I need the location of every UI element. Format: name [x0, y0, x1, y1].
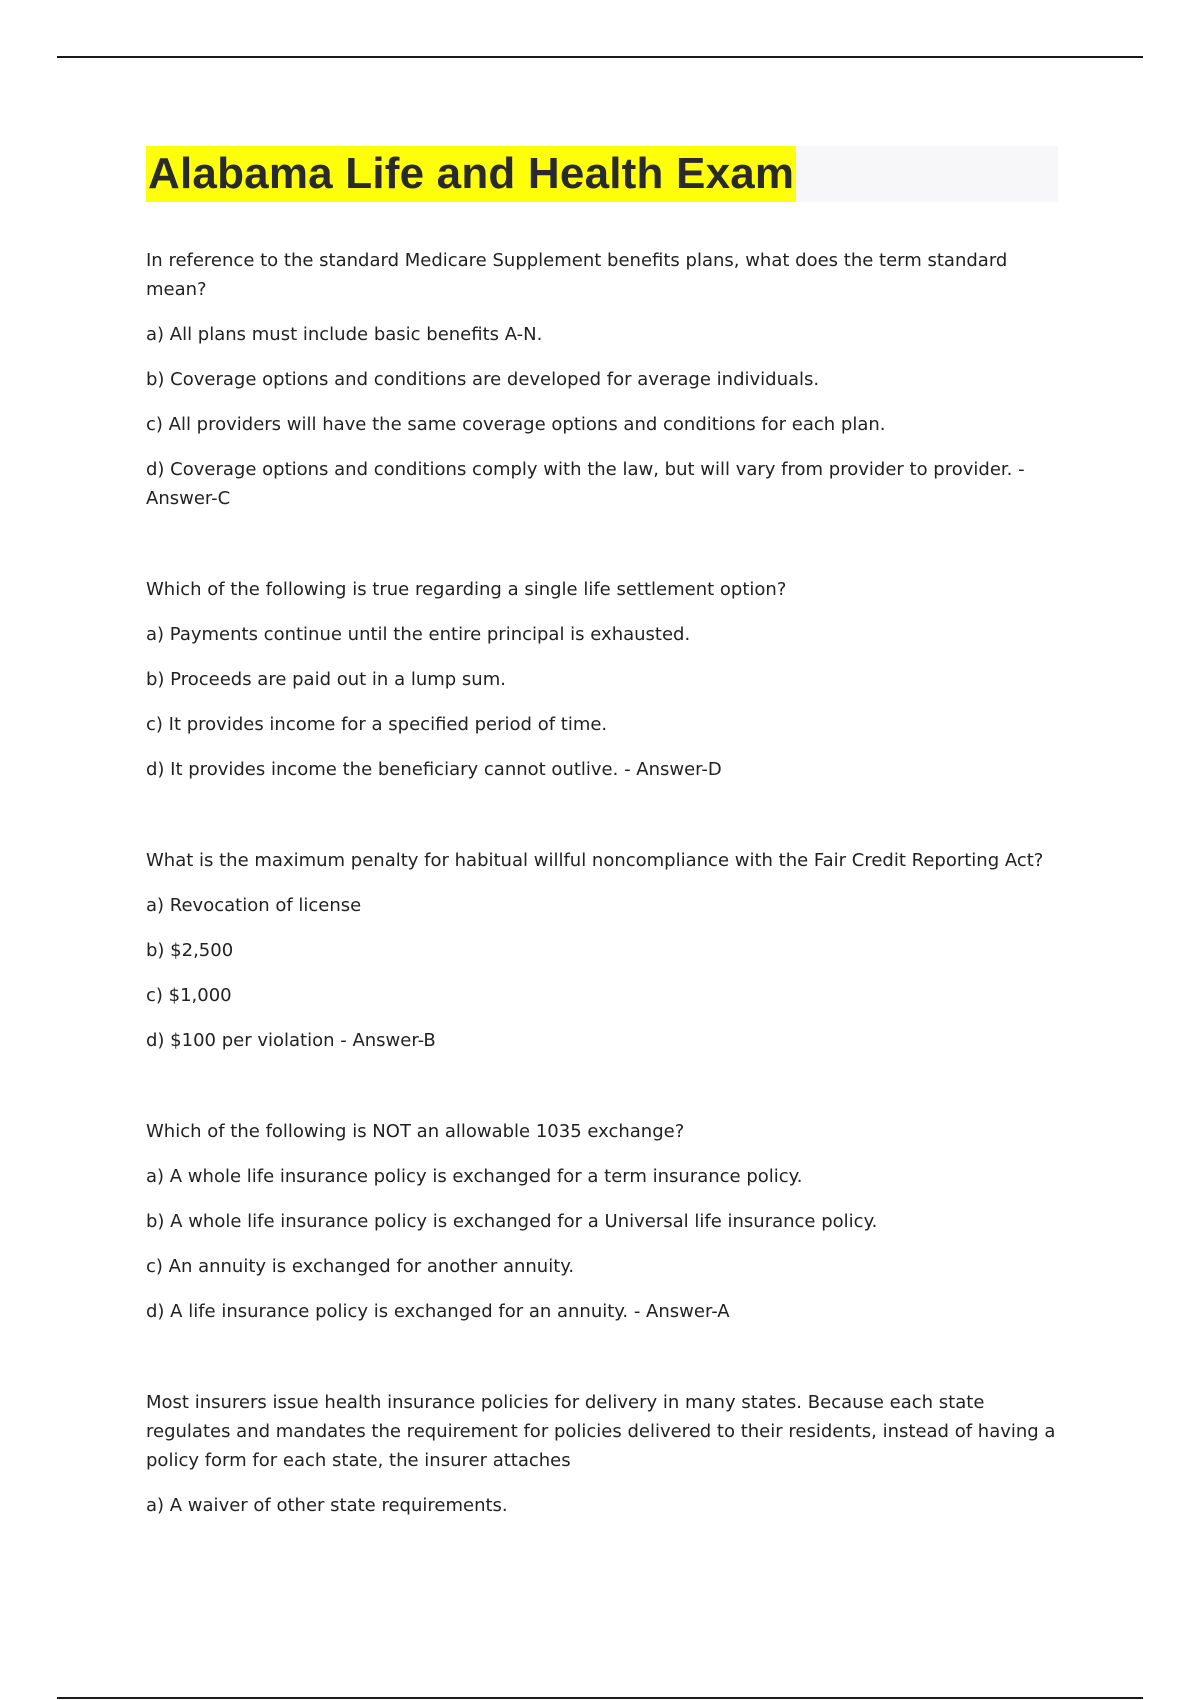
answer-option: a) Payments continue until the entire principal is exhausted. — [146, 624, 691, 645]
document-body — [146, 146, 1058, 1520]
answer-option: b) $2,500 — [146, 940, 234, 961]
answer-option: b) Proceeds are paid out in a lump sum. — [146, 669, 506, 690]
answer-option: d) Coverage options and conditions comply with the law, but will vary from provider to provider. - Answer-C — [146, 459, 1025, 509]
document-title: Alabama Life and Health Exam — [146, 146, 796, 202]
question-text: What is the maximum penalty for habitual willful noncompliance with the Fair Credit Reporting Act? — [146, 850, 1044, 871]
question-block — [146, 246, 1058, 513]
answer-option: c) It provides income for a specified period of time. — [146, 714, 608, 735]
question-block — [146, 575, 1058, 784]
title-band — [146, 146, 1058, 202]
question-text: In reference to the standard Medicare Supplement benefits plans, what does the term standard mean? — [146, 250, 1008, 300]
bottom-rule — [57, 1697, 1143, 1699]
question-block — [146, 1117, 1058, 1326]
question-text: Which of the following is true regarding a single life settlement option? — [146, 579, 787, 600]
answer-option: d) A life insurance policy is exchanged for an annuity. - Answer-A — [146, 1301, 730, 1322]
answer-option: a) Revocation of license — [146, 895, 362, 916]
answer-option: d) $100 per violation - Answer-B — [146, 1030, 436, 1051]
question-text: Which of the following is NOT an allowable 1035 exchange? — [146, 1121, 685, 1142]
top-rule — [57, 56, 1143, 58]
answer-option: a) All plans must include basic benefits A-N. — [146, 324, 543, 345]
answer-option: a) A waiver of other state requirements. — [146, 1495, 508, 1516]
answer-option: a) A whole life insurance policy is exchanged for a term insurance policy. — [146, 1166, 803, 1187]
question-block — [146, 846, 1058, 1055]
answer-option: b) A whole life insurance policy is exchanged for a Universal life insurance policy. — [146, 1211, 878, 1232]
answer-option: c) All providers will have the same coverage options and conditions for each plan. — [146, 414, 886, 435]
answer-option: c) An annuity is exchanged for another annuity. — [146, 1256, 575, 1277]
answer-option: d) It provides income the beneficiary cannot outlive. - Answer-D — [146, 759, 722, 780]
question-block — [146, 1388, 1058, 1520]
answer-option: c) $1,000 — [146, 985, 232, 1006]
answer-option: b) Coverage options and conditions are developed for average individuals. — [146, 369, 820, 390]
question-text: Most insurers issue health insurance policies for delivery in many states. Because each state regulates and mandates the requirement for policies delivered to their residents, instead of having a policy form for each state, the insurer attaches — [146, 1392, 1056, 1471]
